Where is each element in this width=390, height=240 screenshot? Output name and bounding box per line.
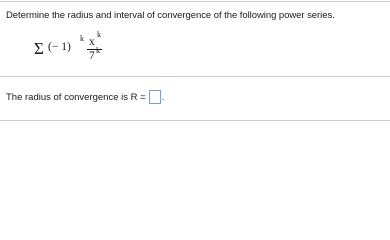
numerator-exponent: k (97, 30, 101, 39)
denominator-exponent: k (96, 46, 100, 55)
summation-symbol: Σ (34, 39, 44, 58)
top-divider (0, 1, 390, 2)
fraction (87, 30, 101, 65)
alternating-factor: (− 1) (48, 41, 71, 53)
section-divider (0, 76, 390, 77)
answer-label: The radius of convergence is R = (6, 91, 146, 103)
answer-trailing-period: . (161, 91, 165, 103)
bottom-divider (0, 120, 390, 121)
fraction-denominator: 7 (89, 50, 95, 62)
factor-exponent: k (80, 34, 84, 43)
answer-row (6, 90, 164, 104)
power-series-formula (34, 26, 144, 70)
fraction-numerator: x (89, 36, 95, 48)
radius-answer-input[interactable] (149, 90, 161, 104)
question-text: Determine the radius and interval of convergence of the following power series. (6, 10, 335, 21)
